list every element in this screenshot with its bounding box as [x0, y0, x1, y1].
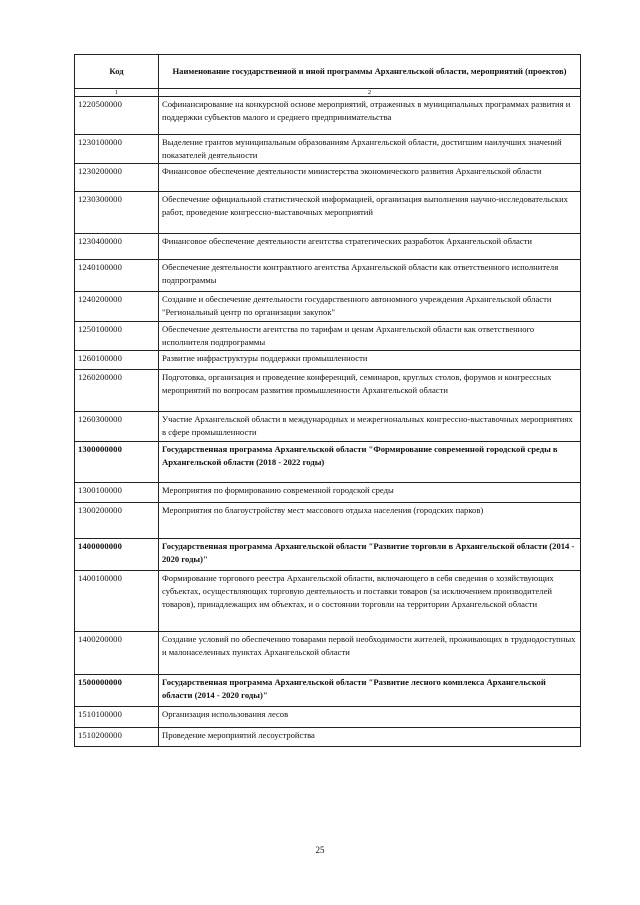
table-row	[75, 412, 581, 442]
row-code: 1300000000	[75, 442, 159, 483]
row-code: 1400200000	[75, 632, 159, 675]
program-table	[74, 54, 581, 747]
row-name: Финансовое обеспечение деятельности министерства экономического развития Архангельской области	[159, 164, 581, 192]
table-row	[75, 442, 581, 483]
row-code: 1260300000	[75, 412, 159, 442]
row-name: Проведение мероприятий лесоустройства	[159, 728, 581, 747]
row-name: Выделение грантов муниципальным образованиям Архангельской области, достигшим наилучших значений показателей деятельности	[159, 135, 581, 164]
row-code: 1300100000	[75, 483, 159, 503]
table-row	[75, 135, 581, 164]
row-name: Подготовка, организация и проведение конференций, семинаров, круглых столов, форумов и конгрессных мероприятий по вопросам развития промышленности Архангельской области	[159, 370, 581, 412]
column-number-2: 2	[159, 89, 581, 97]
table-row	[75, 728, 581, 747]
row-name: Государственная программа Архангельской области "Развитие лесного комплекса Архангельской области (2014 - 2020 годы)"	[159, 675, 581, 707]
row-code: 1510200000	[75, 728, 159, 747]
table-row	[75, 97, 581, 135]
table-row	[75, 234, 581, 260]
row-name: Финансовое обеспечение деятельности агентства стратегических разработок Архангельской области	[159, 234, 581, 260]
column-number-1: 1	[75, 89, 159, 97]
row-name: Создание условий по обеспечению товарами первой необходимости жителей, проживающих в труднодоступных и малонаселенных пунктах Архангельской области	[159, 632, 581, 675]
row-code: 1250100000	[75, 322, 159, 351]
row-name: Мероприятия по благоустройству мест массового отдыха населения (городских парков)	[159, 503, 581, 539]
row-name: Государственная программа Архангельской области "Развитие торговли в Архангельской области (2014 - 2020 годы)"	[159, 539, 581, 571]
row-code: 1230300000	[75, 192, 159, 234]
row-code: 1260100000	[75, 351, 159, 370]
row-code: 1260200000	[75, 370, 159, 412]
table-row	[75, 675, 581, 707]
row-name: Мероприятия по формированию современной городской среды	[159, 483, 581, 503]
table-row	[75, 571, 581, 632]
row-name: Организация использования лесов	[159, 707, 581, 728]
row-name: Софинансирование на конкурсной основе мероприятий, отраженных в муниципальных программах развития и поддержки субъектов малого и среднего предпринимательства	[159, 97, 581, 135]
table-row	[75, 483, 581, 503]
table-row	[75, 632, 581, 675]
row-code: 1400000000	[75, 539, 159, 571]
row-name: Формирование торгового реестра Архангельской области, включающего в себя сведения о хозяйствующих субъектах, осуществляющих торговую деятельность и поставки товаров (за исключением производителей товаров), принадлежащих им объектах, и о состоянии торговли на территории Архангельской области	[159, 571, 581, 632]
table-row	[75, 192, 581, 234]
row-name: Обеспечение деятельности агентства по тарифам и ценам Архангельской области как ответственного исполнителя подпрограммы	[159, 322, 581, 351]
row-code: 1240200000	[75, 292, 159, 322]
column-number-row	[75, 89, 581, 97]
row-code: 1220500000	[75, 97, 159, 135]
header-code: Код	[75, 55, 159, 89]
table-row	[75, 292, 581, 322]
row-code: 1230100000	[75, 135, 159, 164]
row-name: Создание и обеспечение деятельности государственного автономного учреждения Архангельской области "Региональный центр по организации закупок"	[159, 292, 581, 322]
row-code: 1300200000	[75, 503, 159, 539]
row-code: 1240100000	[75, 260, 159, 292]
row-name: Участие Архангельской области в международных и межрегиональных конгрессно-выставочных мероприятиях в сфере промышленности	[159, 412, 581, 442]
table-row	[75, 503, 581, 539]
row-name: Обеспечение деятельности контрактного агентства Архангельской области как ответственного исполнителя подпрограммы	[159, 260, 581, 292]
row-code: 1510100000	[75, 707, 159, 728]
row-code: 1400100000	[75, 571, 159, 632]
table-row	[75, 370, 581, 412]
header-name: Наименование государственной и иной программы Архангельской области, мероприятий (проектов)	[159, 55, 581, 89]
table-row	[75, 164, 581, 192]
row-code: 1230200000	[75, 164, 159, 192]
row-name: Государственная программа Архангельской области "Формирование современной городской среды в Архангельской области (2018 - 2022 годы)	[159, 442, 581, 483]
page-number: 25	[315, 845, 325, 855]
table-body	[75, 97, 581, 747]
row-name: Обеспечение официальной статистической информацией, организация выполнения научно-исследовательских работ, проведение конгрессно-выставочных мероприятий	[159, 192, 581, 234]
table-row	[75, 539, 581, 571]
row-code: 1230400000	[75, 234, 159, 260]
table-header-row	[75, 55, 581, 89]
table-row	[75, 707, 581, 728]
table-row	[75, 260, 581, 292]
table-row	[75, 322, 581, 351]
row-code: 1500000000	[75, 675, 159, 707]
row-name: Развитие инфраструктуры поддержки промышленности	[159, 351, 581, 370]
table-row	[75, 351, 581, 370]
